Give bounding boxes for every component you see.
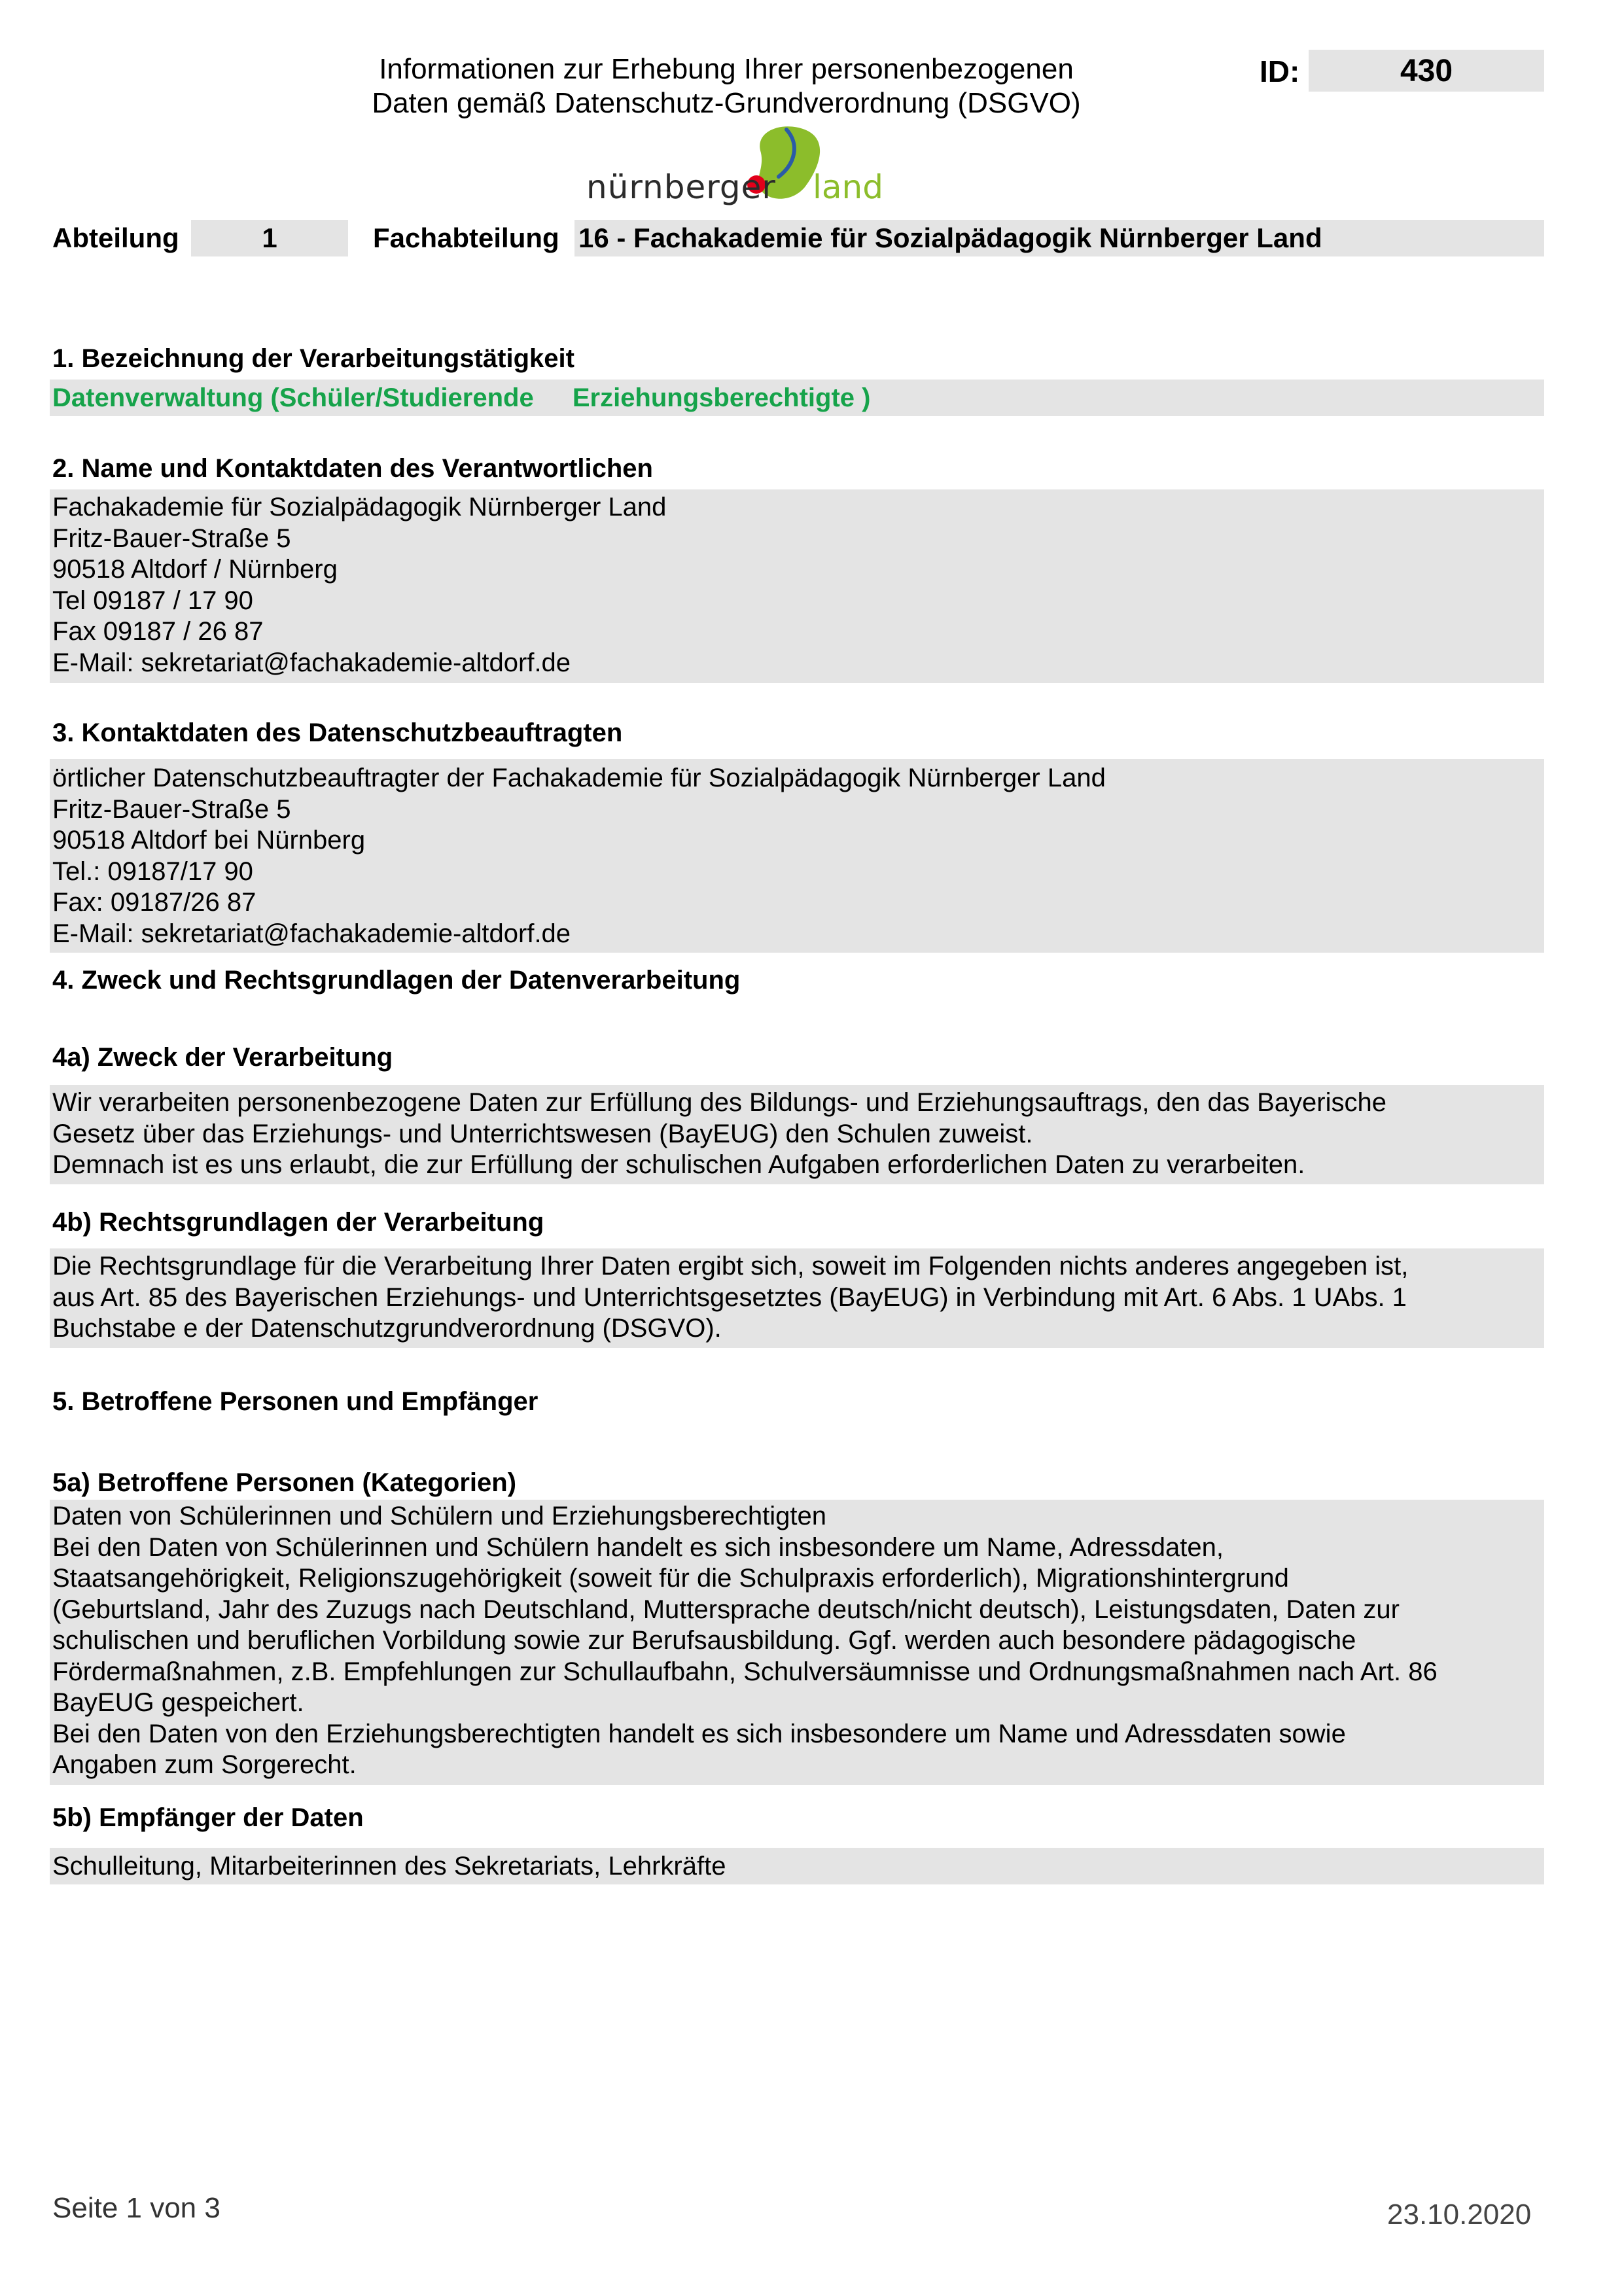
section-5-heading: 5. Betroffene Personen und Empfänger xyxy=(52,1387,538,1416)
section-5a-line: Bei den Daten von Schülerinnen und Schülern handelt es sich insbesondere um Name, Adressdaten, xyxy=(52,1532,1224,1562)
section-5a-line: Daten von Schülerinnen und Schülern und Erziehungsberechtigten xyxy=(52,1502,827,1530)
section-5a-line: Bei den Daten von den Erziehungsberechtigten handelt es sich insbesondere um Name und Adressdaten sowie xyxy=(52,1719,1346,1748)
section-3-line: örtlicher Datenschutzbeauftragter der Fachakademie für Sozialpädagogik Nürnberger Land xyxy=(52,764,1106,792)
fachabteilung-label: Fachabteilung xyxy=(373,222,559,253)
section-5a-line: schulischen und beruflichen Vorbildung sowie zur Berufsausbildung. Ggf. werden auch besondere pädagogische xyxy=(52,1626,1356,1655)
section-1-heading: 1. Bezeichnung der Verarbeitungstätigkeit xyxy=(52,344,574,373)
section-4b-line: Buchstabe e der Datenschutzgrundverordnung (DSGVO). xyxy=(52,1314,722,1343)
section-5a-heading: 5a) Betroffene Personen (Kategorien) xyxy=(52,1468,517,1497)
section-2-line: E-Mail: sekretariat@fachakademie-altdorf.de xyxy=(52,648,571,677)
section-4b-line: aus Art. 85 des Bayerischen Erziehungs- und Unterrichtsgesetztes (BayEUG) in Verbindung mit Art. 6 Abs. 1 UAbs. 1 xyxy=(52,1282,1407,1312)
section-3-line: Tel.: 09187/17 90 xyxy=(52,857,253,886)
title-line-2: Daten gemäß Datenschutz-Grundverordnung (DSGVO) xyxy=(372,87,1081,119)
section-4b-box xyxy=(50,1248,1544,1348)
section-3-line: 90518 Altdorf bei Nürnberg xyxy=(52,826,366,855)
page-number: Seite 1 von 3 xyxy=(52,2192,221,2224)
section-5b-value: Schulleitung, Mitarbeiterinnen des Sekretariats, Lehrkräfte xyxy=(50,1848,1544,1884)
section-2-line: Tel 09187 / 17 90 xyxy=(52,586,253,615)
section-3-heading: 3. Kontaktdaten des Datenschutzbeauftragten xyxy=(52,718,623,747)
section-4a-line: Wir verarbeiten personenbezogene Daten zur Erfüllung des Bildungs- und Erziehungsauftrags, den das Bayerische xyxy=(52,1088,1386,1117)
section-2-line: Fax 09187 / 26 87 xyxy=(52,617,264,646)
document-date: 23.10.2020 xyxy=(1387,2199,1532,2231)
section-4-heading: 4. Zweck und Rechtsgrundlagen der Datenverarbeitung xyxy=(52,966,741,995)
section-4a-box xyxy=(50,1085,1544,1184)
id-label: ID: xyxy=(1260,54,1300,88)
abteilung-label: Abteilung xyxy=(52,222,179,253)
section-2-line: Fachakademie für Sozialpädagogik Nürnberger Land xyxy=(52,493,667,521)
section-3-box xyxy=(50,759,1544,953)
section-4b-line: Die Rechtsgrundlage für die Verarbeitung Ihrer Daten ergibt sich, soweit im Folgenden nichts anderes angegeben ist, xyxy=(52,1252,1409,1280)
section-4b-heading: 4b) Rechtsgrundlagen der Verarbeitung xyxy=(52,1208,544,1237)
title-line-1: Informationen zur Erhebung Ihrer personenbezogenen xyxy=(379,53,1074,85)
section-1-value-part1: Datenverwaltung (Schüler/Studierende xyxy=(52,383,534,412)
section-5a-line: (Geburtsland, Jahr des Zuzugs nach Deutschland, Muttersprache deutsch/nicht deutsch), Leistungsdaten, Daten zur xyxy=(52,1595,1400,1624)
section-2-box xyxy=(50,489,1544,683)
fachabteilung-value: 16 - Fachakademie für Sozialpädagogik Nürnberger Land xyxy=(574,220,1544,256)
section-1-value-part2: Erziehungsberechtigte ) xyxy=(572,383,871,412)
id-value: 430 xyxy=(1309,50,1544,92)
section-1-value xyxy=(50,380,1544,416)
section-3-line: E-Mail: sekretariat@fachakademie-altdorf.de xyxy=(52,919,571,948)
section-4a-heading: 4a) Zweck der Verarbeitung xyxy=(52,1043,393,1072)
section-3-line: Fax: 09187/26 87 xyxy=(52,888,256,917)
section-2-line: 90518 Altdorf / Nürnberg xyxy=(52,555,338,584)
section-5a-line: Staatsangehörigkeit, Religionszugehörigkeit (soweit für die Schulpraxis erforderlich), Migrationshintergrund xyxy=(52,1564,1289,1593)
section-5a-line: Angaben zum Sorgerecht. xyxy=(52,1750,357,1779)
section-2-heading: 2. Name und Kontaktdaten des Verantwortlichen xyxy=(52,454,653,483)
logo-text-land: land xyxy=(813,168,883,206)
abteilung-value: 1 xyxy=(191,220,348,256)
section-2-line: Fritz-Bauer-Straße 5 xyxy=(52,523,291,553)
section-4a-line: Gesetz über das Erziehungs- und Unterrichtswesen (BayEUG) den Schulen zuweist. xyxy=(52,1119,1033,1148)
section-5a-line: BayEUG gespeichert. xyxy=(52,1688,304,1717)
section-5b-heading: 5b) Empfänger der Daten xyxy=(52,1803,364,1832)
section-5a-line: Fördermaßnahmen, z.B. Empfehlungen zur Schullaufbahn, Schulversäumnisse und Ordnungsmaßnahmen nach Art. 86 xyxy=(52,1657,1438,1686)
logo-text-nuernberger: nürnberger xyxy=(586,168,776,206)
section-3-line: Fritz-Bauer-Straße 5 xyxy=(52,794,291,824)
section-4a-line: Demnach ist es uns erlaubt, die zur Erfüllung der schulischen Aufgaben erforderlichen Daten zu verarbeiten. xyxy=(52,1150,1305,1179)
document-title xyxy=(281,52,1171,120)
section-5a-box xyxy=(50,1500,1544,1785)
